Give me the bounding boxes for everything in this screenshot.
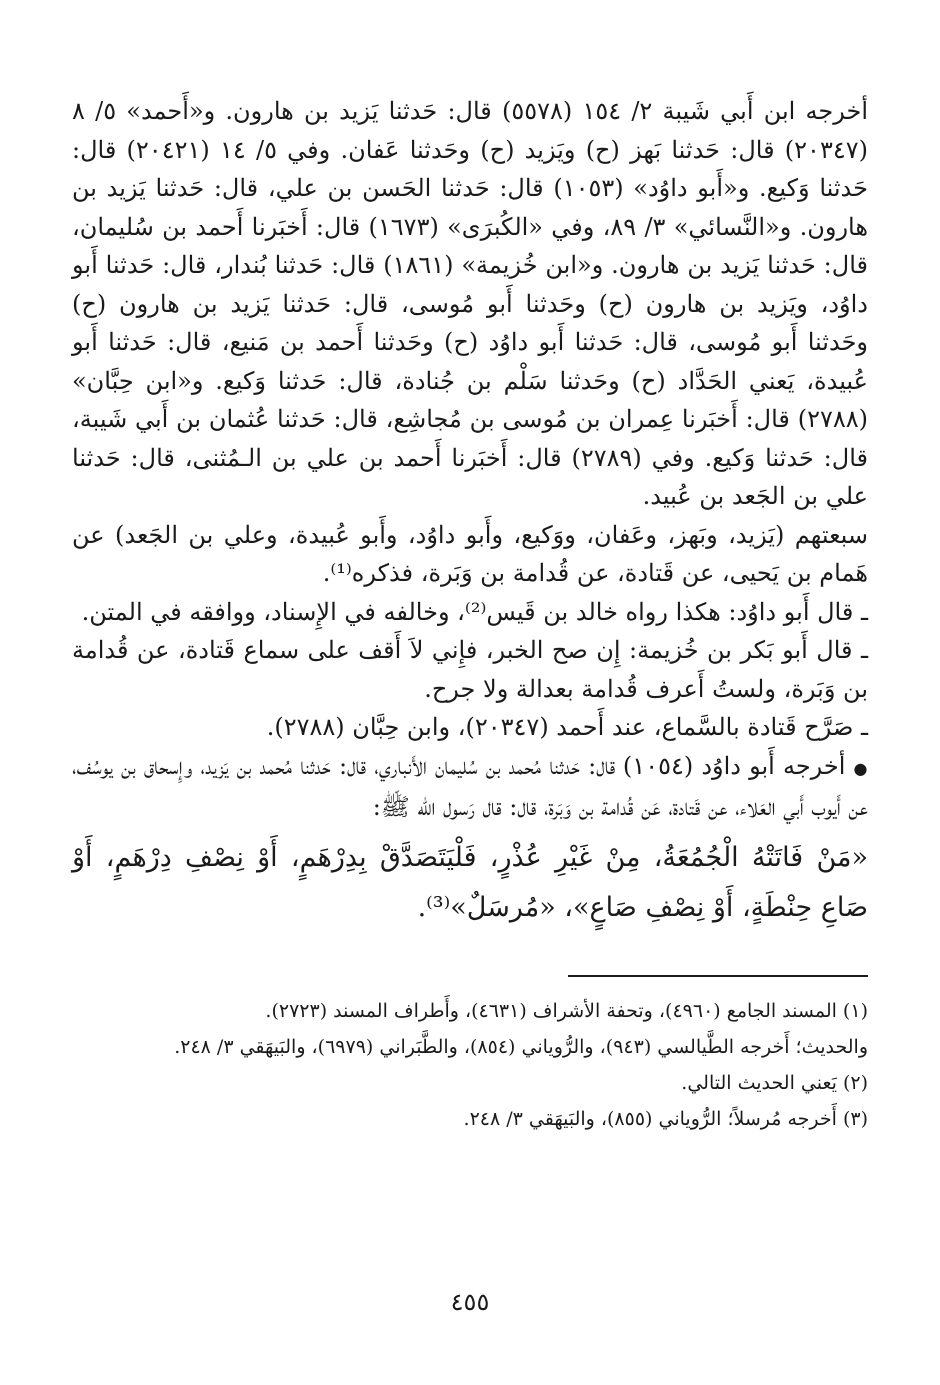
footnotes bbox=[72, 993, 868, 1137]
footnote-divider bbox=[568, 975, 868, 977]
bullet-icon: ● bbox=[853, 758, 868, 778]
hadith-text: «مَنْ فَاتَتْهُ الْجُمُعَةُ، مِنْ غَيْرِ عُذْرٍ، فَلْيَتَصَدَّقْ بِدِرْهَمٍ، أَوْ نِصْفِ دِرْهَمٍ، أَوْ صَاعِ حِنْطَةٍ، أَوْ نِصْفِ صَاعٍ»، «مُرسَلٌ»⁽³⁾. bbox=[72, 841, 868, 923]
paragraph-ibn-khuzaymah-note: ـ قال أَبو بَكر بن خُزيمة: إِن صح الخبر، فإِني لاَ أَقف على سماع قَتادة، عن قُدامة بن وَبَرة، ولستُ أَعرف قُدامة بعدالة ولا جرح. bbox=[72, 636, 868, 703]
paragraph-sama-note: ـ صَرَّح قَتادة بالسَّماع، عند أَحمد (٢٠٣٤٧)، وابن حِبَّان (٢٧٨٨). bbox=[266, 713, 868, 741]
second-takhrij-text: أخرجه أَبو داوُد (١٠٥٤) قال: حَدثنا مُحمد بن سُليمان الأَنباري، قال: حَدثنا مُحمد بن يَزيد، وإِسحاق بن يوسُف، عن أَيوب أَبي العَلاء، عن قَتادة، عَن قُدامة بن وَبَرة، قال: قال رَسول الله ﷺ: bbox=[72, 751, 868, 821]
paragraph-second-takhrij bbox=[72, 747, 868, 827]
footnote-2: (٢) يَعني الحديث التالي. bbox=[681, 1071, 868, 1094]
main-text bbox=[72, 92, 868, 933]
footnote-1: (١) المسند الجامع (٤٩٦٠)، وتحفة الأشراف (٤٦٣١)، وأَطراف المسند (٢٧٢٣). bbox=[265, 999, 868, 1022]
paragraph-summary: سبعتهم (يَزيد، وبَهز، وعَفان، ووَكيع، وأَبو داوُد، وأَبو عُبيدة، وعلي بن الجَعد) عن هَمام بن يَحيى، عن قَتادة، عن قُدامة بن وَبَرة، فذكره⁽¹⁾. bbox=[72, 520, 868, 587]
paragraph-abu-dawud-note: ـ قال أَبو داوُد: هكذا رواه خالد بن قَيس⁽²⁾، وخالفه في الإِسناد، ووافقه في المتن. bbox=[81, 597, 868, 626]
page-number: ٤٥٥ bbox=[450, 1288, 490, 1316]
paragraph-takhrij: أخرجه ابن أَبي شَيبة ٢/ ١٥٤ (٥٥٧٨) قال: حَدثنا يَزيد بن هارون. و«أَحمد» ٥/ ٨ (٢٠٣٤٧) قال: حَدثنا بَهز (ح) ويَزيد (ح) وحَدثنا عَفان. وفي ٥/ ١٤ (٢٠٤٢١) قال: حَدثنا وَكيع. و«أَبو داوُد» (١٠٥٣) قال: حَدثنا الحَسن بن علي، قال: حَدثنا يَزيد بن هارون. و«النَّسائي» ٣/ ٨٩، وفي «الكُبرَى» (١٦٧٣) قال: أَخبَرنا أَحمد بن سُليمان، قال: حَدثنا يَزيد بن هارون. و«ابن خُزيمة» (١٨٦١) قال: حَدثنا بُندار، قال: حَدثنا أَبو داوُد، ويَزيد بن هارون (ح) وحَدثنا أَبو مُوسى، قال: حَدثنا يَزيد بن هارون (ح) وحَدثنا أَبو مُوسى، قال: حَدثنا أَبو داوُد (ح) وحَدثنا أَحمد بن مَنيع، قال: حَدثنا أَبو عُبيدة، يَعني الحَدَّاد (ح) وحَدثنا سَلْم بن جُنادة، قال: حَدثنا وَكيع. و«ابن حِبَّان» (٢٧٨٨) قال: أَخبَرنا عِمران بن مُوسى بن مُجاشِع، قال: حَدثنا عُثمان بن أَبي شَيبة، قال: حَدثنا وَكيع. وفي (٢٧٨٩) قال: أَخبَرنا أَحمد بن علي بن الـمُثنى، قال: حَدثنا علي بن الجَعد بن عُبيد. bbox=[72, 97, 869, 510]
footnote-1-continued: والحديث؛ أَخرجه الطَّيالسي (٩٤٣)، والرُّوياني (٨٥٤)، والطَّبَراني (٦٩٧٩)، والبَيهَقي ٣/ ٢٤٨. bbox=[174, 1035, 868, 1058]
footnote-3: (٣) أَخرجه مُرسلاً؛ الرُّوياني (٨٥٥)، والبَيهَقي ٣/ ٢٤٨. bbox=[463, 1107, 868, 1130]
